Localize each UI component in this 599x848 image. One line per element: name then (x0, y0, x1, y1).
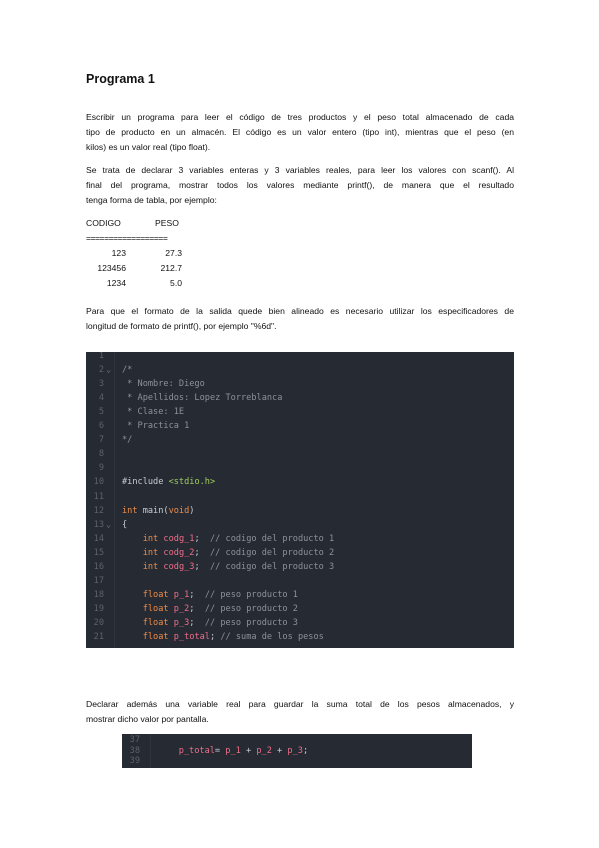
code-line (122, 735, 472, 746)
code-token: * Clase: 1E (122, 407, 185, 418)
line-number: 8 (98, 449, 104, 460)
line-number: 10 (93, 477, 104, 488)
code-token (122, 618, 143, 628)
code-line (86, 616, 514, 630)
code-token: + (271, 745, 288, 756)
page-title: Programa 1 (86, 72, 155, 86)
intro-line: kilos) es un valor real (tipo float). (86, 142, 211, 152)
code-token: { (122, 519, 128, 530)
example-table (86, 216, 182, 291)
line-number: 11 (93, 491, 104, 502)
line-number: 12 (93, 505, 104, 516)
code-token (122, 632, 143, 642)
code-text (122, 377, 205, 391)
code-line (86, 419, 514, 433)
code-line (86, 363, 514, 377)
instructions-line: Se trata de declarar 3 variables enteras y 3 variables reales, para leer los valores con scanf(). Al (86, 165, 514, 175)
line-number: 21 (93, 632, 104, 642)
line-number: 13 (93, 519, 104, 530)
code-text (122, 532, 334, 546)
code-token: main( (137, 505, 169, 516)
code-text (122, 419, 189, 433)
code-token: // peso producto 3 (204, 617, 298, 628)
code-token: int (142, 547, 159, 558)
fold-chevron-icon[interactable]: ⌄ (106, 519, 112, 530)
code-line (86, 574, 514, 588)
code-token (158, 746, 179, 756)
code-token: = (214, 745, 226, 756)
code-line (86, 588, 514, 602)
code-line (86, 532, 514, 546)
code-line (86, 504, 514, 518)
code-token: // peso producto 1 (204, 589, 298, 600)
line-number: 18 (93, 589, 104, 600)
code-token: * Nombre: Diego (122, 379, 205, 390)
code-line (86, 447, 514, 461)
code-token (122, 548, 143, 558)
line-number: 16 (93, 561, 104, 572)
code-token: ; (189, 603, 205, 614)
code-text (122, 504, 194, 518)
format-line: longitud de formato de printf(), por ejemplo "%6d". (86, 321, 277, 331)
code-token: ; (189, 589, 205, 600)
table-row (86, 276, 182, 291)
sum-paragraph (86, 697, 514, 727)
code-text (122, 433, 132, 447)
code-line (86, 391, 514, 405)
line-number: 39 (129, 756, 140, 766)
intro-line: Escribir un programa para leer el código de tres productos y el peso total almacenado de cada (86, 112, 514, 122)
code-text (122, 518, 127, 532)
code-token: + (240, 745, 257, 756)
line-number: 9 (98, 463, 104, 474)
code-line (86, 475, 514, 489)
cell-weight: 5.0 (170, 278, 182, 288)
code-token: * Practica 1 (122, 421, 190, 432)
code-token: float (142, 617, 169, 628)
code-token (122, 604, 143, 614)
code-line (86, 352, 514, 363)
code-token: codg_2 (163, 547, 195, 558)
code-line (86, 490, 514, 504)
code-line (86, 630, 514, 644)
table-separator: ================== (86, 233, 168, 243)
code-token: ; (194, 561, 210, 572)
code-token: * Apellidos: Lopez Torreblanca (122, 393, 283, 404)
code-token: p_1 (225, 745, 241, 756)
code-token: */ (122, 435, 133, 446)
cell-code: 123456 (97, 263, 126, 273)
code-text (122, 602, 298, 616)
line-number: 38 (129, 745, 140, 756)
code-token (122, 590, 143, 600)
code-line (122, 746, 472, 757)
code-line (86, 546, 514, 560)
instructions-line: tenga forma de tabla, por ejemplo: (86, 195, 217, 205)
code-token: ; (194, 547, 210, 558)
format-line: Para que el formato de la salida quede bien alineado es necesario utilizar los especificadores de (86, 306, 514, 316)
code-line (86, 461, 514, 475)
code-token: int (142, 561, 159, 572)
code-token: // codigo del producto 3 (210, 561, 335, 572)
code-token: ; (209, 632, 221, 642)
code-line (86, 433, 514, 447)
code-token (122, 534, 143, 544)
sum-line: mostrar dicho valor por pantalla. (86, 714, 209, 724)
line-number: 17 (93, 575, 104, 586)
code-token: /* (122, 365, 133, 376)
code-text (122, 630, 324, 644)
code-token: ; (302, 745, 309, 756)
code-text (122, 391, 282, 405)
code-token: p_2 (256, 745, 272, 756)
code-line (122, 756, 472, 767)
code-block-sum (122, 734, 472, 768)
code-token: float (142, 603, 169, 614)
code-token: p_total (173, 632, 210, 642)
line-number: 15 (93, 547, 104, 558)
cell-weight: 212.7 (160, 263, 182, 273)
code-text (158, 746, 308, 757)
code-token: codg_3 (163, 561, 195, 572)
code-token: p_total (178, 745, 215, 756)
line-number: 7 (98, 435, 104, 446)
code-text (122, 588, 298, 602)
code-token: // codigo del producto 1 (210, 533, 335, 544)
line-number: 19 (93, 603, 104, 614)
line-number: 3 (98, 379, 104, 390)
code-token: <stdio.h> (168, 477, 216, 488)
sum-line: Declarar además una variable real para guardar la suma total de los pesos almacenados, y (86, 699, 514, 709)
code-text (122, 616, 298, 630)
intro-paragraph (86, 110, 514, 155)
code-token: p_2 (173, 603, 190, 614)
cell-code: 123 (111, 248, 126, 258)
code-token: int (122, 505, 138, 516)
code-token: p_3 (173, 617, 190, 628)
table-header-peso: PESO (155, 218, 179, 228)
cell-weight: 27.3 (165, 248, 182, 258)
line-number: 5 (98, 407, 104, 418)
code-token: float (142, 589, 169, 600)
code-text (122, 405, 184, 419)
code-line (86, 518, 514, 532)
line-number: 4 (98, 393, 104, 404)
line-number: 20 (93, 617, 104, 628)
table-row (86, 261, 182, 276)
instructions-paragraph (86, 163, 514, 208)
code-line (86, 405, 514, 419)
code-text (122, 560, 334, 574)
code-line (86, 602, 514, 616)
code-token: ; (194, 533, 210, 544)
fold-chevron-icon[interactable]: ⌄ (106, 365, 112, 376)
code-line (86, 377, 514, 391)
code-text (122, 475, 215, 489)
code-token: p_1 (173, 589, 190, 600)
code-line (86, 560, 514, 574)
code-token: // codigo del producto 2 (210, 547, 335, 558)
code-token: // suma de los pesos (220, 632, 324, 642)
code-token: int (142, 533, 159, 544)
intro-line: tipo de producto en un almacén. El código es un valor entero (tipo int), mientras que el peso (en (86, 127, 514, 137)
table-row (86, 246, 182, 261)
code-token: #include (122, 477, 169, 488)
line-number: 6 (98, 421, 104, 432)
code-text (122, 546, 334, 560)
code-token (122, 562, 143, 572)
code-token: codg_1 (163, 533, 195, 544)
code-token: float (142, 632, 169, 642)
cell-code: 1234 (106, 278, 126, 288)
line-number: 14 (93, 533, 104, 544)
code-token: void (168, 505, 190, 516)
line-number: 1 (98, 352, 104, 361)
code-token: ; (189, 617, 205, 628)
line-number: 37 (129, 735, 140, 745)
table-header-codigo: CODIGO (86, 218, 121, 228)
line-number: 2 (98, 365, 104, 376)
code-token: p_3 (287, 745, 303, 756)
instructions-line: final del programa, mostrar todos los valores mediante printf(), de manera que el resultado (86, 180, 514, 190)
code-text (122, 363, 132, 377)
code-token: ) (189, 505, 195, 516)
format-paragraph (86, 304, 514, 334)
code-block-declarations (86, 352, 514, 648)
code-token: // peso producto 2 (204, 603, 298, 614)
